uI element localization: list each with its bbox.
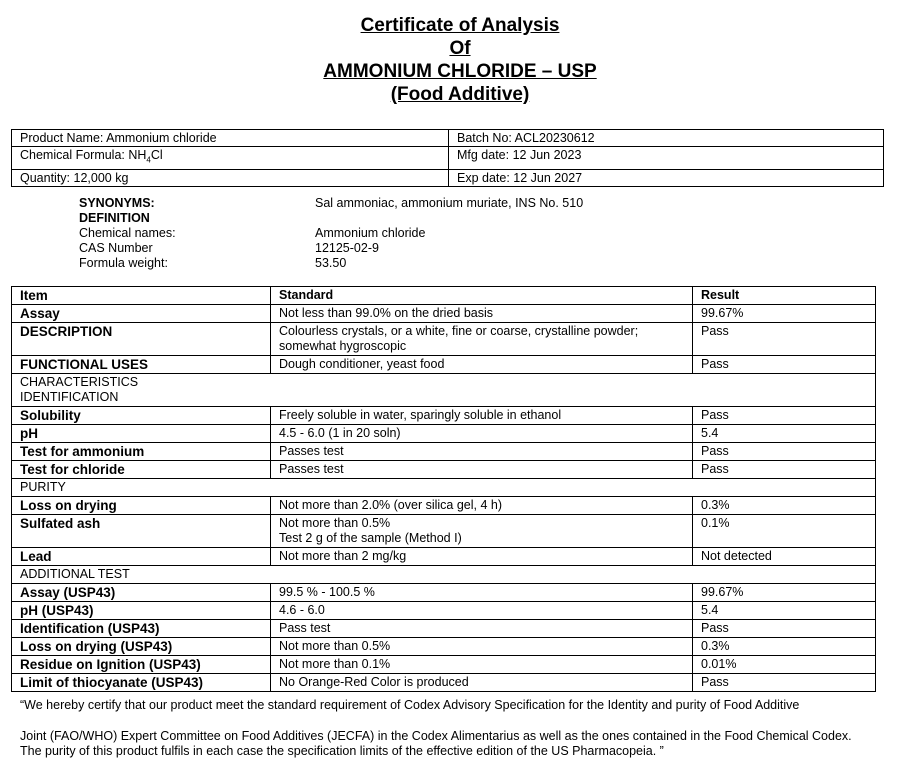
spec-result: 99.67% [693,584,876,602]
spec-row [12,425,876,443]
mfg-date: Mfg date: 12 Jun 2023 [449,147,884,170]
certification-line-2: Joint (FAO/WHO) Expert Committee on Food Additives (JECFA) in the Codex Alimentarius as well as the ones contained in the Food Chemical Codex. [20,729,852,743]
document-title-of: Of [449,38,471,59]
product-info-table [11,129,884,187]
formula-sub: 4 [146,155,151,165]
product-name: Product Name: Ammonium chloride [12,130,449,147]
spec-item: Loss on drying (USP43) [12,638,271,656]
standard-line: Freely soluble in water, sparingly soluble in ethanol [279,408,562,422]
header-item: Item [12,287,271,305]
spec-item: Identification (USP43) [12,620,271,638]
product-title: AMMONIUM CHLORIDE – USP [323,61,597,82]
spec-row [12,638,876,656]
spec-standard [271,515,693,548]
spec-item: Assay [12,305,271,323]
spec-standard [271,443,693,461]
standard-line: Not more than 0.1% [279,657,391,671]
certification-line-1: “We hereby certify that our product meet the standard requirement of Codex Advisory Specification for the Identity and purity of Food Additive [20,698,800,712]
standard-line: 4.6 - 6.0 [279,603,325,617]
spec-row [12,548,876,566]
standard-line: Not more than 0.5% [279,639,391,653]
formula-prefix: Chemical Formula: NH [20,148,147,162]
chem-names-label: Chemical names: [79,226,176,240]
standard-line: Pass test [279,621,331,635]
header-result: Result [693,287,876,305]
spec-item: Assay (USP43) [12,584,271,602]
spec-standard [271,323,693,356]
spec-standard [271,638,693,656]
spec-standard [271,620,693,638]
spec-item: Limit of thiocyanate (USP43) [12,674,271,692]
spec-row [12,497,876,515]
spec-row [12,461,876,479]
spec-item: FUNCTIONAL USES [12,356,271,374]
spec-result: Pass [693,407,876,425]
spec-row [12,515,876,548]
spec-row [12,620,876,638]
section-row [12,479,876,497]
standard-line: No Orange-Red Color is produced [279,675,469,689]
spec-standard [271,407,693,425]
spec-row [12,584,876,602]
section-subtitle: IDENTIFICATION [20,390,119,404]
synonyms-value: Sal ammoniac, ammonium muriate, INS No. 510 [315,196,584,210]
standard-line: Not more than 2 mg/kg [279,549,407,563]
spec-item: Lead [12,548,271,566]
standard-line: Colourless crystals, or a white, fine or coarse, crystalline powder; [279,324,639,338]
section-label [12,479,876,497]
formula-weight-label: Formula weight: [79,256,168,270]
spec-result: 0.01% [693,656,876,674]
standard-line: Passes test [279,462,344,476]
standard-line: Not more than 2.0% (over silica gel, 4 h) [279,498,503,512]
document-title: Certificate of Analysis [360,15,560,36]
chemical-formula [12,147,449,170]
spec-result: 0.3% [693,638,876,656]
spec-result: Pass [693,356,876,374]
spec-row [12,443,876,461]
spec-item: pH [12,425,271,443]
spec-row [12,407,876,425]
specification-table [11,286,876,692]
batch-no: Batch No: ACL20230612 [449,130,884,147]
spec-standard [271,656,693,674]
header-standard: Standard [271,287,693,305]
spec-result: Pass [693,461,876,479]
spec-standard [271,497,693,515]
section-title: PURITY [20,480,66,494]
spec-standard [271,602,693,620]
spec-standard [271,305,693,323]
spec-item: Residue on Ignition (USP43) [12,656,271,674]
chem-names-value: Ammonium chloride [315,226,426,240]
definition-label: DEFINITION [79,211,150,225]
section-title: CHARACTERISTICS [20,375,139,389]
quantity: Quantity: 12,000 kg [12,169,449,186]
spec-item: pH (USP43) [12,602,271,620]
spec-row [12,674,876,692]
cas-label: CAS Number [79,241,153,255]
exp-date: Exp date: 12 Jun 2027 [449,169,884,186]
spec-item: Loss on drying [12,497,271,515]
spec-row [12,656,876,674]
synonyms-label: SYNONYMS: [79,196,155,210]
spec-standard [271,425,693,443]
standard-line: Passes test [279,444,344,458]
section-row [12,566,876,584]
standard-line: 4.5 - 6.0 (1 in 20 soln) [279,426,401,440]
spec-standard [271,461,693,479]
spec-row [12,305,876,323]
product-subtitle: (Food Additive) [390,84,530,105]
section-label [12,566,876,584]
spec-row [12,323,876,356]
spec-item: Test for chloride [12,461,271,479]
spec-result: 5.4 [693,425,876,443]
spec-item: Sulfated ash [12,515,271,548]
cas-value: 12125-02-9 [315,241,379,255]
section-title: ADDITIONAL TEST [20,567,130,581]
spec-result: Pass [693,443,876,461]
standard-line: 99.5 % - 100.5 % [279,585,375,599]
section-row [12,374,876,407]
spec-result: 99.67% [693,305,876,323]
spec-result: Pass [693,620,876,638]
standard-line-2: Test 2 g of the sample (Method I) [279,531,462,545]
spec-standard [271,356,693,374]
standard-line: Dough conditioner, yeast food [279,357,445,371]
spec-result: Pass [693,323,876,356]
spec-standard [271,674,693,692]
formula-suffix: Cl [150,148,163,162]
spec-header-row [12,287,876,305]
formula-weight-value: 53.50 [315,256,347,270]
spec-item: Solubility [12,407,271,425]
spec-standard [271,584,693,602]
certification-line-3: The purity of this product fulfils in each case the specification limits of the effective edition of the US Pharmacopeia. ” [20,744,664,758]
spec-standard [271,548,693,566]
spec-result: 5.4 [693,602,876,620]
spec-result: Pass [693,674,876,692]
spec-result: 0.1% [693,515,876,548]
section-label [12,374,876,407]
spec-result: Not detected [693,548,876,566]
standard-line-2: somewhat hygroscopic [279,339,407,353]
standard-line: Not less than 99.0% on the dried basis [279,306,494,320]
spec-item: Test for ammonium [12,443,271,461]
spec-item: DESCRIPTION [12,323,271,356]
spec-row [12,602,876,620]
standard-line: Not more than 0.5% [279,516,391,530]
spec-row [12,356,876,374]
spec-result: 0.3% [693,497,876,515]
